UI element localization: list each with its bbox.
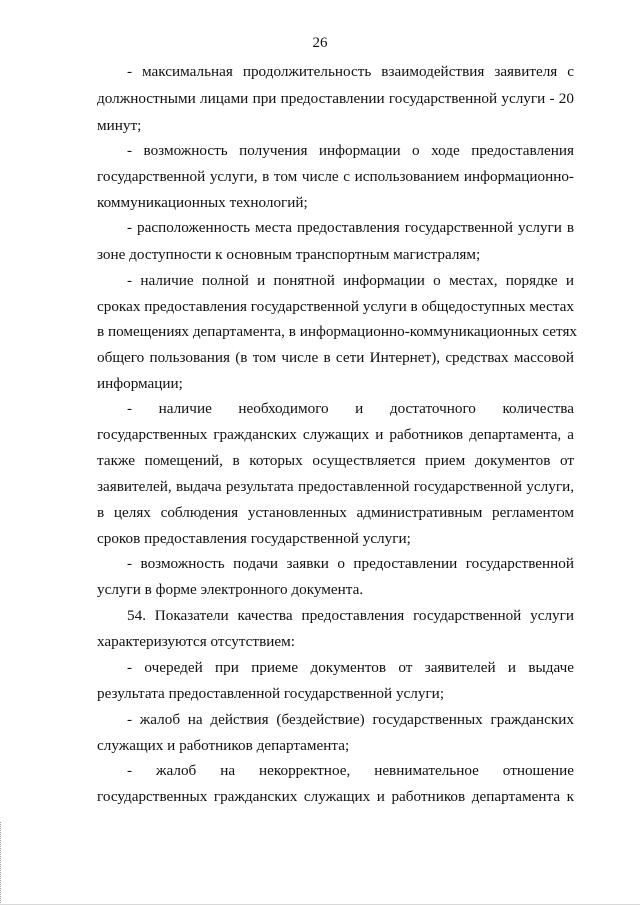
text-line: в целях соблюдения установленных административным регламентом [97,504,574,521]
text-line: заявителей, выдача результата предоставленной государственной услуги, [97,478,574,495]
text-line: государственных гражданских служащих и работников департамента к [97,788,574,805]
text-line: - расположенность места предоставления государственной услуги в [127,219,574,236]
text-line: - жалоб на действия (бездействие) государственных гражданских [127,711,574,728]
text-line: - наличие полной и понятной информации о местах, порядке и [127,272,574,289]
text-line: - максимальная продолжительность взаимодействия заявителя с [127,63,574,80]
text-line: - возможность подачи заявки о предоставлении государственной [127,555,574,572]
text-line: сроках предоставления государственной услуги в общедоступных местах [97,298,574,315]
text-line: также помещений, в которых осуществляется прием документов от [97,452,574,469]
text-line: государственной услуги, в том числе с использованием информационно- [97,168,574,185]
text-line: результата предоставленной государственной услуги; [97,685,445,702]
text-line: информации; [97,375,183,392]
text-line: сроков предоставления государственной услуги; [97,530,411,547]
text-line: - возможность получения информации о ходе предоставления [127,142,574,159]
text-line: общего пользования (в том числе в сети Интернет), средствах массовой [97,349,574,366]
text-line: зоне доступности к основным транспортным магистралям; [97,246,481,263]
text-line: - жалоб на некорректное, невнимательное отношение [127,762,574,779]
text-line: коммуникационных технологий; [97,194,308,211]
text-line: минут; [97,117,142,134]
text-line: государственных гражданских служащих и работников департамента, а [97,426,574,443]
text-line: 54. Показатели качества предоставления государственной услуги [127,607,574,624]
scan-edge-mark [0,822,5,905]
text-line: в помещениях департамента, в информационно-коммуникационных сетях [97,323,578,340]
text-line: должностными лицами при предоставлении государственной услуги - 20 [97,90,574,107]
page-number: 26 [312,35,328,51]
text-line: - наличие необходимого и достаточного количества [127,400,574,417]
text-line: - очередей при приеме документов от заявителей и выдаче [127,659,574,676]
text-line: услуги в форме электронного документа. [97,581,364,598]
text-line: служащих и работников департамента; [97,737,350,754]
text-line: характеризуются отсутствием: [97,633,295,650]
